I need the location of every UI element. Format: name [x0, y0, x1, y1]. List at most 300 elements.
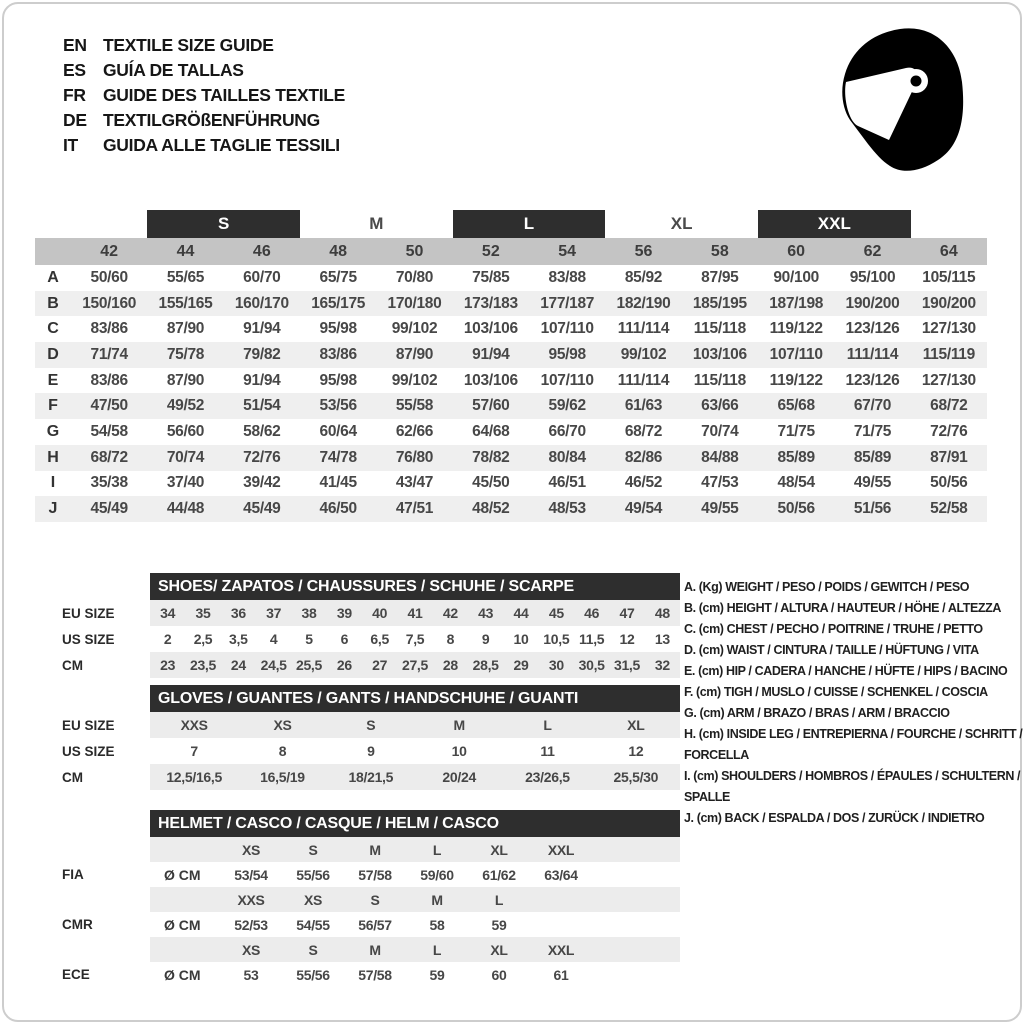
helmet-standard-section — [35, 937, 680, 987]
size-group-header-row — [35, 210, 987, 238]
measurement-value: 39/42 — [243, 474, 281, 492]
size-value: 25,5/30 — [613, 769, 659, 785]
measurement-value: 85/92 — [624, 268, 663, 286]
row-letter: G — [46, 422, 60, 440]
helmet-value-row — [35, 862, 680, 887]
row-cells — [150, 626, 680, 652]
size-number: 46 — [252, 242, 271, 260]
size-value: 6 — [340, 631, 349, 647]
measurement-value: 111/114 — [617, 371, 670, 389]
size-value: XXS — [180, 717, 208, 733]
size-value: 24,5 — [260, 657, 287, 673]
measurement-value: 60/70 — [243, 268, 281, 286]
language-row — [63, 133, 345, 158]
legend-line: B. (cm) HEIGHT / ALTURA / HAUTEUR / HÖHE / ALTEZZA — [684, 601, 1002, 615]
size-value: 45 — [548, 605, 564, 621]
helmet-standard-section — [35, 887, 680, 937]
size-value: 23/26,5 — [525, 769, 570, 785]
table-row — [35, 342, 987, 368]
measurement-value: 37/40 — [166, 474, 205, 492]
size-label: L — [494, 891, 504, 908]
measurement-value: 87/90 — [166, 371, 205, 389]
row-cells — [71, 500, 987, 518]
size-value: 28,5 — [472, 657, 499, 673]
size-number: 54 — [558, 242, 577, 260]
size-value: 7,5 — [405, 631, 425, 647]
table-row — [35, 764, 680, 790]
row-label-empty — [35, 837, 150, 862]
row-letter: I — [50, 474, 56, 492]
measurement-value: 50/60 — [90, 268, 128, 286]
helmet-size-band — [35, 887, 680, 912]
measurement-value: 52/58 — [930, 500, 968, 518]
size-value: 47 — [619, 605, 635, 621]
size-group-l: L — [453, 210, 606, 238]
measurement-value: 79/82 — [243, 345, 281, 363]
size-label: S — [370, 891, 380, 908]
size-value: 12 — [628, 743, 644, 759]
size-value: 8 — [446, 631, 455, 647]
size-label: XS — [241, 841, 261, 858]
size-value: 31,5 — [613, 657, 641, 673]
size-label: XS — [303, 891, 323, 908]
size-labels — [220, 842, 592, 858]
helmet-value-row — [35, 912, 680, 937]
row-cells — [71, 423, 987, 441]
size-value: 35 — [195, 605, 211, 621]
diameter-value: 55/56 — [296, 966, 330, 983]
measurement-value: 190/200 — [921, 294, 976, 312]
legend-line: H. (cm) INSIDE LEG / ENTREPIERNA / FOURCHE / SCHRITT / FORCELLA — [684, 727, 1023, 762]
legend-line: C. (cm) CHEST / PECHO / POITRINE / TRUHE / PETTO — [684, 622, 983, 636]
size-label: XXL — [547, 841, 575, 858]
measurement-value: 123/126 — [845, 371, 900, 389]
size-value: 27,5 — [401, 657, 429, 673]
legend-line: J. (cm) BACK / ESPALDA / DOS / ZURÜCK / INDIETRO — [684, 811, 985, 825]
measurement-value: 49/54 — [624, 500, 663, 518]
measurement-value: 87/95 — [701, 268, 739, 286]
diameter-value: 63/64 — [544, 866, 578, 883]
measurement-value: 99/102 — [391, 320, 438, 338]
measurement-value: 170/180 — [387, 294, 442, 312]
diameter-value: 60 — [491, 966, 507, 983]
diameter-value: 53/54 — [234, 866, 268, 883]
measurement-value: 91/94 — [243, 371, 281, 389]
measurement-value: 80/84 — [548, 448, 586, 466]
size-group-xxl: XXL — [758, 210, 911, 238]
measurement-value: 70/74 — [166, 448, 205, 466]
measurement-value: 95/98 — [319, 371, 357, 389]
row-label: US SIZE — [62, 743, 115, 759]
measurement-value: 50/56 — [777, 500, 815, 518]
size-value: 46 — [584, 605, 600, 621]
measurement-value: 165/175 — [311, 294, 366, 312]
legend-line: F. (cm) TIGH / MUSLO / CUISSE / SCHENKEL / COSCIA — [684, 685, 988, 699]
measurement-value: 60/64 — [319, 422, 357, 440]
row-cells — [71, 346, 987, 364]
row-cells — [71, 372, 987, 390]
row-label: EU SIZE — [62, 717, 115, 733]
measurement-value: 83/86 — [90, 371, 128, 389]
measurement-value: 71/75 — [853, 422, 892, 440]
diameter-value: 55/56 — [296, 866, 330, 883]
measurement-value: 150/160 — [82, 294, 137, 312]
measurement-value: 71/75 — [777, 422, 815, 440]
size-band-cells — [150, 887, 680, 912]
measurement-value: 107/110 — [540, 320, 594, 338]
measurement-value: 68/72 — [930, 397, 968, 415]
diameter-value: 59 — [491, 916, 507, 933]
size-label: M — [369, 841, 381, 858]
size-label: M — [431, 891, 443, 908]
row-letter: F — [48, 397, 58, 415]
size-value: 48 — [654, 605, 670, 621]
measurement-value: 95/98 — [548, 345, 586, 363]
size-value: 39 — [336, 605, 352, 621]
size-value: 2 — [163, 631, 172, 647]
diameter-value: 54/55 — [296, 916, 330, 933]
gloves-table — [35, 685, 680, 790]
measurement-value: 49/55 — [853, 474, 892, 492]
measurement-value: 127/130 — [921, 320, 976, 338]
value-row-cells — [150, 862, 680, 887]
size-number: 60 — [787, 242, 806, 260]
size-number-header-row — [35, 238, 987, 265]
legend-line: E. (cm) HIP / CADERA / HANCHE / HÜFTE / HIPS / BACINO — [684, 664, 1008, 678]
measurement-value: 68/72 — [624, 422, 663, 440]
table-row — [35, 316, 987, 342]
row-label-empty — [35, 937, 150, 962]
measurement-value: 54/58 — [90, 422, 128, 440]
row-cells — [150, 600, 680, 626]
measurement-value: 82/86 — [624, 448, 663, 466]
diameter-value: 61 — [553, 966, 569, 983]
measurement-value: 53/56 — [319, 397, 357, 415]
measurement-value: 78/82 — [472, 448, 510, 466]
language-row — [63, 58, 345, 83]
size-value: 10,5 — [543, 631, 570, 647]
table-row — [35, 471, 987, 497]
size-value: S — [366, 717, 376, 733]
language-title-list — [63, 33, 345, 158]
measurement-value: 55/58 — [395, 397, 434, 415]
measurement-value: 85/89 — [777, 448, 815, 466]
measurement-value: 177/187 — [540, 294, 595, 312]
measurement-value: 44/48 — [166, 500, 205, 518]
table-row — [35, 738, 680, 764]
size-value: 16,5/19 — [260, 769, 305, 785]
size-value: 41 — [407, 605, 423, 621]
language-title: GUIDE DES TAILLES TEXTILE — [103, 85, 346, 105]
size-group-xl: XL — [670, 214, 693, 233]
language-code: FR — [63, 85, 86, 105]
size-value: 25,5 — [295, 657, 323, 673]
table-row — [35, 368, 987, 394]
diameter-value: 57/58 — [358, 966, 392, 983]
measurement-value: 85/89 — [853, 448, 892, 466]
size-value: 44 — [513, 605, 529, 621]
measurement-value: 70/74 — [701, 422, 739, 440]
size-label: XL — [490, 841, 508, 858]
row-letter: B — [47, 294, 59, 312]
unit-label: Ø CM — [164, 966, 201, 983]
measurement-value: 67/70 — [853, 397, 892, 415]
row-letter: E — [47, 371, 59, 389]
measurement-value: 35/38 — [90, 474, 128, 492]
measurement-value: 66/70 — [548, 422, 586, 440]
helmet-sections — [35, 837, 680, 987]
measurement-value: 107/110 — [540, 371, 594, 389]
textile-size-table — [35, 210, 987, 522]
measurement-value: 91/94 — [472, 345, 510, 363]
diameter-value: 58 — [429, 916, 445, 933]
measurement-value: 48/52 — [472, 500, 510, 518]
measurement-value: 65/68 — [777, 397, 815, 415]
size-value: 28 — [442, 657, 458, 673]
size-number-cells — [71, 243, 987, 261]
language-row — [63, 83, 345, 108]
measurement-value: 95/100 — [849, 268, 896, 286]
measurement-value: 160/170 — [234, 294, 289, 312]
diameter-value: 52/53 — [234, 916, 268, 933]
size-number: 56 — [634, 242, 653, 260]
measurement-value: 87/90 — [395, 345, 434, 363]
measurement-value: 51/54 — [243, 397, 281, 415]
language-row — [63, 33, 345, 58]
measurement-value: 123/126 — [845, 320, 900, 338]
table-row — [35, 291, 987, 317]
measurement-value: 83/88 — [548, 268, 586, 286]
row-cells — [150, 712, 680, 738]
measurement-value: 47/50 — [90, 397, 128, 415]
measurement-value: 84/88 — [701, 448, 739, 466]
size-value: 10 — [513, 631, 529, 647]
helmet-size-band — [35, 937, 680, 962]
size-value: 27 — [372, 657, 388, 673]
row-cells — [150, 764, 680, 790]
helmet-title-bar: HELMET / CASCO / CASQUE / HELM / CASCO — [150, 810, 680, 837]
row-letter: D — [47, 345, 59, 363]
size-value: 38 — [301, 605, 317, 621]
unit-label: Ø CM — [164, 916, 201, 933]
size-value: M — [453, 717, 465, 733]
measurement-value: 61/63 — [624, 397, 663, 415]
size-value: 34 — [160, 605, 176, 621]
table-row — [35, 712, 680, 738]
measurement-value: 103/106 — [692, 345, 747, 363]
size-value: 12 — [619, 631, 635, 647]
size-label: L — [432, 841, 442, 858]
measurement-value: 90/100 — [773, 268, 819, 286]
size-labels — [220, 892, 530, 908]
measurement-value: 105/115 — [922, 268, 976, 286]
measurement-value: 75/85 — [472, 268, 510, 286]
diameter-value: 56/57 — [358, 916, 392, 933]
measurement-value: 173/183 — [463, 294, 518, 312]
diameter-value: 61/62 — [482, 866, 516, 883]
measurement-value: 62/66 — [395, 422, 434, 440]
measurement-value: 41/45 — [319, 474, 357, 492]
shoes-title-bar: SHOES/ ZAPATOS / CHAUSSURES / SCHUHE / SCARPE — [150, 573, 680, 600]
measurement-value: 91/94 — [243, 320, 281, 338]
language-row — [63, 108, 345, 133]
row-letter: A — [47, 268, 59, 286]
row-letter: J — [48, 500, 58, 518]
language-title: GUIDA ALLE TAGLIE TESSILI — [103, 135, 340, 155]
size-label: XS — [241, 941, 261, 958]
size-value: 3,5 — [229, 631, 248, 647]
size-value: 5 — [305, 631, 313, 647]
measurement-value: 45/49 — [243, 500, 281, 518]
size-value: XL — [627, 717, 645, 733]
shoes-table — [35, 573, 680, 678]
row-label-empty — [35, 887, 150, 912]
measurement-value: 119/122 — [769, 320, 823, 338]
measurement-value: 46/52 — [624, 474, 663, 492]
size-value: 29 — [513, 657, 529, 673]
language-title: GUÍA DE TALLAS — [103, 60, 244, 80]
diameter-value: 57/58 — [358, 866, 392, 883]
table-row — [35, 393, 987, 419]
measurement-value: 115/118 — [693, 320, 746, 338]
measurement-value: 45/49 — [90, 500, 128, 518]
measurement-value: 63/66 — [701, 397, 739, 415]
measurement-value: 107/110 — [769, 345, 823, 363]
legend-line: I. (cm) SHOULDERS / HOMBROS / ÉPAULES / SCHULTERN / SPALLE — [684, 769, 1021, 804]
gloves-rows — [35, 712, 680, 790]
size-label: S — [308, 941, 318, 958]
table-row — [35, 419, 987, 445]
size-value: 32 — [654, 657, 670, 673]
row-letter: H — [47, 448, 59, 466]
measurement-value: 43/47 — [395, 474, 434, 492]
diameter-value: 59 — [429, 966, 445, 983]
gloves-title-bar: GLOVES / GUANTES / GANTS / HANDSCHUHE / GUANTI — [150, 685, 680, 712]
size-number: 58 — [710, 242, 729, 260]
size-value: 8 — [278, 743, 287, 759]
size-value: 13 — [654, 631, 670, 647]
size-number: 42 — [100, 242, 119, 260]
size-value: 18/21,5 — [348, 769, 394, 785]
size-label: L — [432, 941, 442, 958]
row-letter: C — [47, 320, 59, 338]
size-value: 23,5 — [189, 657, 217, 673]
measurement-value: 75/78 — [166, 345, 205, 363]
row-cells — [71, 295, 987, 313]
diameter-value: 59/60 — [420, 866, 454, 883]
size-value: 9 — [481, 631, 490, 647]
standard-label: ECE — [62, 967, 90, 982]
measurement-value: 182/190 — [616, 294, 671, 312]
measurement-value: 187/198 — [769, 294, 824, 312]
measurement-value: 87/90 — [166, 320, 205, 338]
measurement-value: 51/56 — [853, 500, 892, 518]
measurement-value: 74/78 — [319, 448, 357, 466]
language-code: EN — [63, 35, 87, 55]
size-value: 36 — [230, 605, 246, 621]
helmet-table — [35, 810, 680, 987]
language-code: ES — [63, 60, 86, 80]
size-labels — [220, 942, 592, 958]
measurement-value: 47/51 — [395, 500, 434, 518]
measurement-value: 49/52 — [166, 397, 205, 415]
helmet-size-band — [35, 837, 680, 862]
shoes-rows — [35, 600, 680, 678]
helmet-icon — [838, 26, 968, 176]
size-value: 9 — [367, 743, 375, 759]
diameter-value: 53 — [243, 966, 259, 983]
language-code: IT — [63, 135, 78, 155]
language-title: TEXTILE SIZE GUIDE — [103, 35, 274, 55]
row-cells — [71, 320, 987, 338]
size-value: 7 — [190, 743, 198, 759]
size-value: 43 — [478, 605, 494, 621]
measurement-value: 72/76 — [243, 448, 281, 466]
size-number: 52 — [481, 242, 500, 260]
value-row-cells — [150, 962, 680, 987]
row-label: CM — [62, 657, 83, 673]
measurement-value: 46/51 — [548, 474, 586, 492]
size-value: 37 — [266, 605, 282, 621]
measurement-value: 115/118 — [693, 371, 746, 389]
measurement-value: 58/62 — [243, 422, 281, 440]
measurement-value: 103/106 — [463, 320, 518, 338]
row-cells — [71, 474, 987, 492]
table-row — [35, 445, 987, 471]
size-value: 20/24 — [442, 769, 476, 785]
size-value: 2,5 — [193, 631, 213, 647]
size-value: 40 — [372, 605, 388, 621]
measurement-value: 68/72 — [90, 448, 128, 466]
measurement-value: 47/53 — [701, 474, 739, 492]
measurement-value: 119/122 — [769, 371, 823, 389]
measurement-value: 59/62 — [548, 397, 586, 415]
measurement-value: 103/106 — [463, 371, 518, 389]
standard-label: CMR — [62, 917, 93, 932]
table-row — [35, 600, 680, 626]
measurement-value: 45/50 — [472, 474, 510, 492]
unit-label: Ø CM — [164, 866, 201, 883]
size-label: S — [308, 841, 318, 858]
legend-line: A. (Kg) WEIGHT / PESO / POIDS / GEWITCH / PESO — [684, 580, 970, 594]
size-value: 24 — [230, 657, 246, 673]
measurement-value: 57/60 — [472, 397, 510, 415]
measurement-value: 83/86 — [90, 320, 128, 338]
legend-line: G. (cm) ARM / BRAZO / BRAS / ARM / BRACCIO — [684, 706, 950, 720]
size-number: 44 — [176, 242, 195, 260]
size-group-s: S — [147, 210, 300, 238]
measurement-value: 65/75 — [319, 268, 357, 286]
table-row — [35, 265, 987, 291]
measurement-value: 56/60 — [166, 422, 205, 440]
helmet-standard-section — [35, 837, 680, 887]
measurement-value: 87/91 — [930, 448, 968, 466]
row-cells — [71, 397, 987, 415]
size-value: 4 — [269, 631, 278, 647]
size-value: 11 — [540, 743, 555, 759]
measurement-value: 48/54 — [777, 474, 815, 492]
standard-label: FIA — [62, 867, 84, 882]
table-row — [35, 626, 680, 652]
size-number: 62 — [863, 242, 882, 260]
size-values — [220, 967, 592, 983]
measurement-value: 50/56 — [930, 474, 968, 492]
language-title: TEXTILGRÖßENFÜHRUNG — [103, 110, 320, 130]
measurement-value: 111/114 — [846, 345, 899, 363]
measurement-value: 99/102 — [620, 345, 667, 363]
measurement-value: 48/53 — [548, 500, 586, 518]
size-value: XS — [273, 717, 292, 733]
